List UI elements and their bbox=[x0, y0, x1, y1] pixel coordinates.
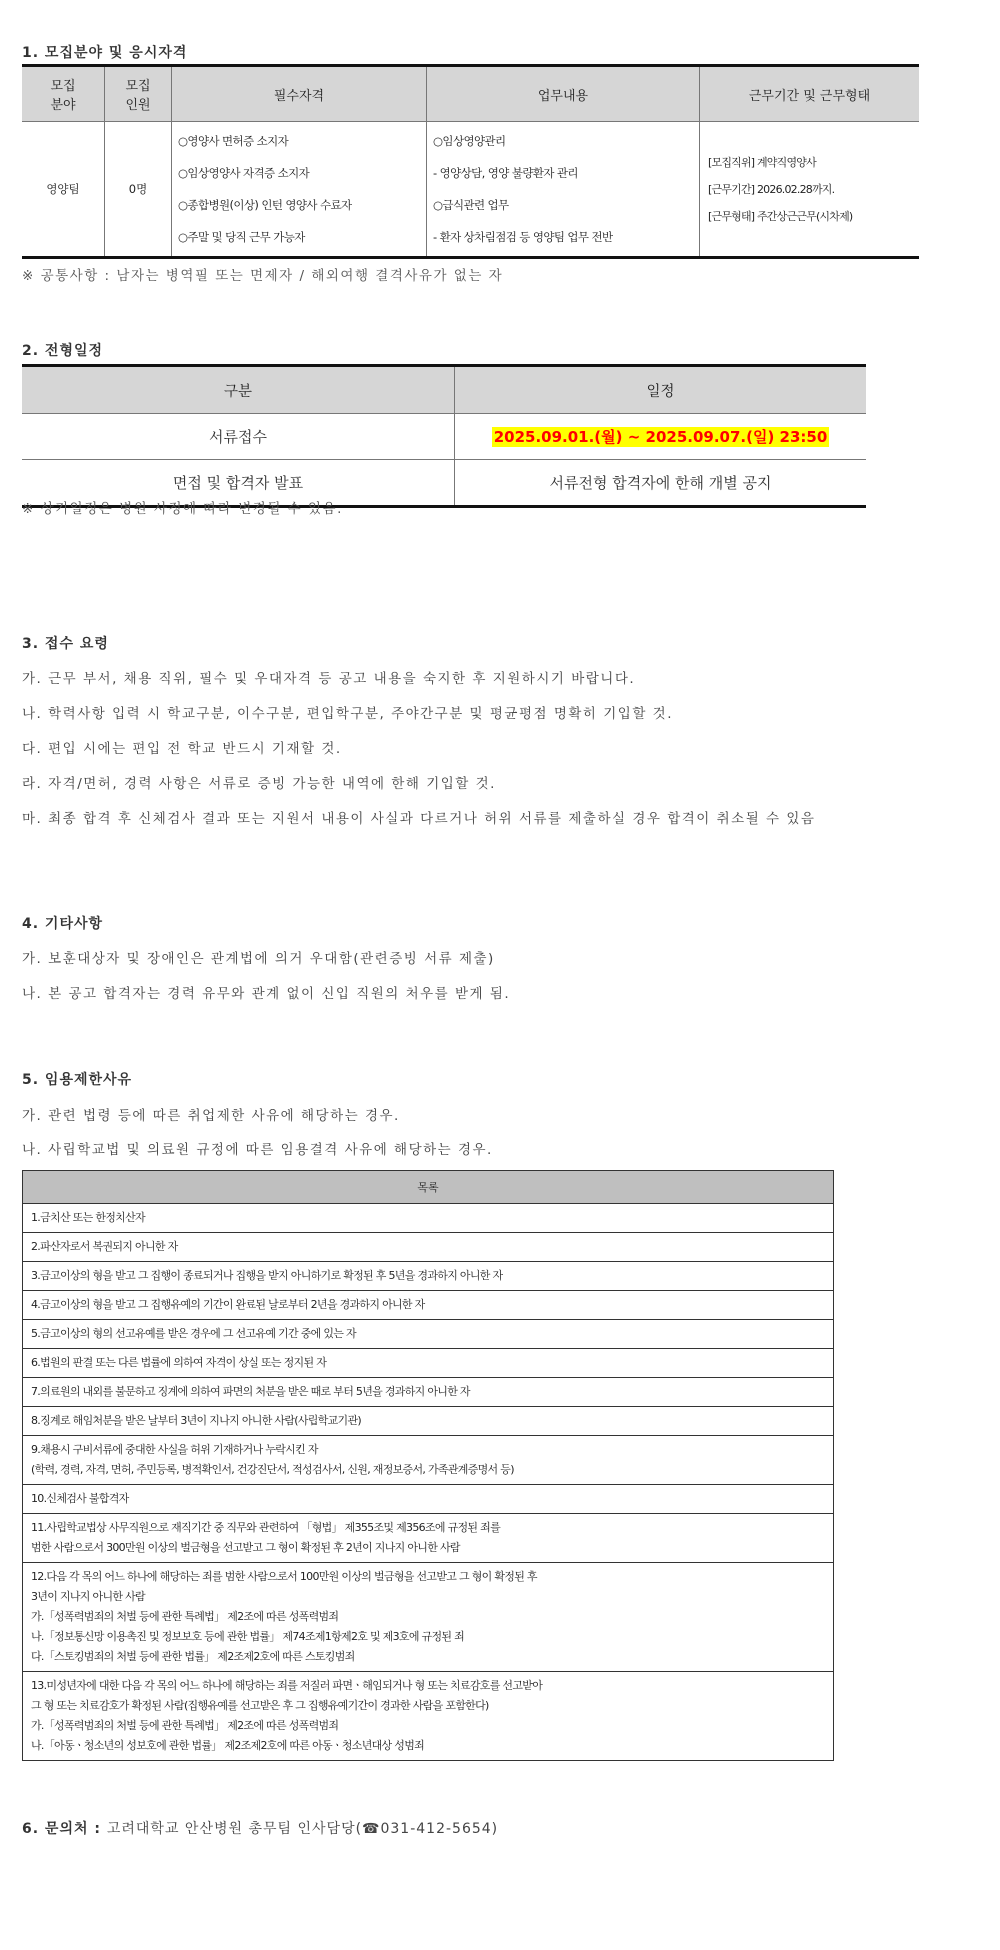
deadline-highlight: 2025.09.01.(월) ~ 2025.09.07.(일) 23:50 bbox=[493, 428, 828, 446]
list-item bbox=[23, 1320, 834, 1349]
list-item-line: 3.금고이상의 형을 받고 그 집행이 종료되거나 집행을 받지 아니하기로 확정된 후 5년을 경과하지 아니한 자 bbox=[31, 1269, 503, 1282]
table-row bbox=[23, 1349, 834, 1378]
list-item bbox=[23, 1563, 834, 1672]
table-row bbox=[23, 1378, 834, 1407]
table-row bbox=[22, 122, 919, 258]
table-header-row bbox=[22, 66, 919, 122]
qualification-item: ○임상영양사 자격증 소지자 bbox=[178, 166, 310, 180]
list-item-line: 12.다음 각 목의 어느 하나에 해당하는 죄를 범한 사람으로서 100만원 이상의 벌금형을 선고받고 그 형이 확정된 후 bbox=[31, 1570, 537, 1583]
table-header-row bbox=[23, 1171, 834, 1204]
list-item-line: 2.파산자로서 복권되지 아니한 자 bbox=[31, 1240, 178, 1253]
period-cell bbox=[700, 122, 920, 258]
list-item-line: 5.금고이상의 형의 선고유예를 받은 경우에 그 선고유예 기간 중에 있는 자 bbox=[31, 1327, 356, 1340]
header-line: 모집 bbox=[125, 79, 151, 94]
instruction-item: 라. 자격/면허, 경력 사항은 서류로 증빙 가능한 내역에 한해 기입할 것. bbox=[22, 776, 496, 792]
header-count bbox=[105, 66, 172, 122]
list-item-line: 가.「성폭력범죄의 처벌 등에 관한 특례법」 제2조에 따른 성폭력범죄 bbox=[31, 1610, 339, 1623]
duties-cell bbox=[427, 122, 700, 258]
contact-info bbox=[22, 1818, 498, 1838]
list-item bbox=[23, 1204, 834, 1233]
list-item bbox=[23, 1407, 834, 1436]
table-header-row bbox=[22, 366, 866, 414]
period-item: [모집직위] 계약직영양사 bbox=[708, 155, 816, 169]
qualification-item: ○영양사 면허증 소지자 bbox=[178, 134, 289, 148]
section-5-title: 5. 임용제한사유 bbox=[22, 1072, 133, 1088]
contact-value: 고려대학교 안산병원 총무팀 인사담당(☎031-412-5654) bbox=[106, 1821, 499, 1837]
instruction-item: 마. 최종 합격 후 신체검사 결과 또는 지원서 내용이 사실과 다르거나 허위 서류를 제출하실 경우 합격이 취소될 수 있음 bbox=[22, 811, 816, 827]
table-row bbox=[23, 1204, 834, 1233]
list-item-line: 가.「성폭력범죄의 처벌 등에 관한 특례법」 제2조에 따른 성폭력범죄 bbox=[31, 1719, 339, 1732]
restriction-item: 가. 관련 법령 등에 따른 취업제한 사유에 해당하는 경우. bbox=[22, 1108, 400, 1124]
table-row bbox=[23, 1291, 834, 1320]
header-duties: 업무내용 bbox=[427, 66, 700, 122]
table-row bbox=[23, 1407, 834, 1436]
qualification-item: ○종합병원(이상) 인턴 영양사 수료자 bbox=[178, 198, 352, 212]
section-4-title: 4. 기타사항 bbox=[22, 916, 104, 932]
table-row bbox=[23, 1436, 834, 1485]
field-cell: 영양팀 bbox=[22, 122, 105, 258]
header-qualifications: 필수자격 bbox=[172, 66, 427, 122]
list-item bbox=[23, 1672, 834, 1761]
list-item-line: (학력, 경력, 자격, 면허, 주민등록, 병적확인서, 건강진단서, 적성검사서, 신원, 재정보증서, 가족관계증명서 등) bbox=[31, 1463, 514, 1476]
restriction-item: 나. 사립학교법 및 의료원 규정에 따른 임용결격 사유에 해당하는 경우. bbox=[22, 1142, 493, 1158]
list-item bbox=[23, 1233, 834, 1262]
qualifications-cell bbox=[172, 122, 427, 258]
contact-label: 6. 문의처 : bbox=[22, 1821, 101, 1837]
table-row bbox=[23, 1262, 834, 1291]
list-item-line: 나.「정보통신망 이용촉진 및 정보보호 등에 관한 법률」 제74조제1항제2호 및 제3호에 규정된 죄 bbox=[31, 1630, 465, 1643]
qualification-table bbox=[22, 64, 919, 259]
list-item-line: 다.「스토킹범죄의 처벌 등에 관한 법률」 제2조제2호에 따른 스토킹범죄 bbox=[31, 1650, 355, 1663]
schedule-table bbox=[22, 364, 866, 508]
list-item-line: 7.의료원의 내외를 불문하고 징계에 의하여 파면의 처분을 받은 때로 부터 5년을 경과하지 아니한 자 bbox=[31, 1385, 470, 1398]
list-item bbox=[23, 1262, 834, 1291]
duty-item: - 환자 상차림점검 등 영양팀 업무 전반 bbox=[433, 230, 613, 244]
header-line: 인원 bbox=[125, 98, 151, 113]
schedule-note: ※ 상기일정은 병원 사정에 따라 변경될 수 있음. bbox=[22, 501, 343, 517]
list-item bbox=[23, 1485, 834, 1514]
instruction-item: 다. 편입 시에는 편입 전 학교 반드시 기재할 것. bbox=[22, 741, 342, 757]
list-item-line: 6.법원의 판결 또는 다른 법률에 의하여 자격이 상실 또는 정지된 자 bbox=[31, 1356, 327, 1369]
list-item bbox=[23, 1436, 834, 1485]
section-2-title: 2. 전형일정 bbox=[22, 343, 104, 359]
list-item-line: 그 형 또는 치료감호가 확정된 사람(집행유예를 선고받은 후 그 집행유예기간이 경과한 사람을 포함한다) bbox=[31, 1699, 489, 1712]
list-item bbox=[23, 1514, 834, 1563]
list-item-line: 10.신체검사 불합격자 bbox=[31, 1492, 129, 1505]
table-row bbox=[22, 414, 866, 460]
list-item-line: 11.사립학교법상 사무직원으로 재직기간 중 직무와 관련하여 「형법」 제355조및 제356조에 규정된 죄를 bbox=[31, 1521, 501, 1534]
table-row bbox=[23, 1485, 834, 1514]
list-item bbox=[23, 1378, 834, 1407]
instruction-item: 나. 학력사항 입력 시 학교구분, 이수구분, 편입학구분, 주야간구분 및 평균평점 명확히 기입할 것. bbox=[22, 706, 674, 722]
header-field bbox=[22, 66, 105, 122]
list-item-line: 8.징계로 해임처분을 받은 날부터 3년이 지나지 아니한 사람(사립학교기관) bbox=[31, 1414, 362, 1427]
table-row bbox=[23, 1563, 834, 1672]
list-item bbox=[23, 1291, 834, 1320]
list-item-line: 나.「아동ㆍ청소년의 성보호에 관한 법률」 제2조제2호에 따른 아동ㆍ청소년대상 성범죄 bbox=[31, 1739, 425, 1752]
list-item-line: 범한 사람으로서 300만원 이상의 벌금형을 선고받고 그 형이 확정된 후 2년이 지나지 아니한 사람 bbox=[31, 1541, 460, 1554]
instruction-item: 가. 근무 부서, 채용 직위, 필수 및 우대자격 등 공고 내용을 숙지한 후 지원하시기 바랍니다. bbox=[22, 671, 636, 687]
list-item bbox=[23, 1349, 834, 1378]
qualification-item: ○주말 및 당직 근무 가능자 bbox=[178, 230, 305, 244]
other-item: 가. 보훈대상자 및 장애인은 관계법에 의거 우대함(관련증빙 서류 제출) bbox=[22, 951, 495, 967]
header-list: 목록 bbox=[23, 1171, 834, 1204]
table-row bbox=[23, 1514, 834, 1563]
period-item: [근무형태] 주간상근근무(시차제) bbox=[708, 209, 853, 223]
section-1-title: 1. 모집분야 및 응시자격 bbox=[22, 45, 188, 61]
disqualification-list-table bbox=[22, 1170, 834, 1761]
list-item-line: 9.채용시 구비서류에 중대한 사실을 허위 기재하거나 누락시킨 자 bbox=[31, 1443, 318, 1456]
header-category: 구분 bbox=[22, 366, 455, 414]
header-line: 분야 bbox=[50, 98, 76, 113]
list-item-line: 3년이 지나지 아니한 사람 bbox=[31, 1590, 145, 1603]
table-row bbox=[23, 1320, 834, 1349]
schedule-value bbox=[455, 414, 867, 460]
duty-item: ○급식관련 업무 bbox=[433, 198, 509, 212]
header-line: 모집 bbox=[50, 79, 76, 94]
header-period: 근무기간 및 근무형태 bbox=[700, 66, 920, 122]
list-item-line: 1.금치산 또는 한정치산자 bbox=[31, 1211, 145, 1224]
table-row bbox=[23, 1233, 834, 1262]
duty-item: - 영양상담, 영양 불량환자 관리 bbox=[433, 166, 578, 180]
count-cell: 0명 bbox=[105, 122, 172, 258]
other-item: 나. 본 공고 합격자는 경력 유무와 관계 없이 신입 직원의 처우를 받게 됨. bbox=[22, 986, 511, 1002]
schedule-label: 면접 및 합격자 발표 bbox=[22, 460, 455, 507]
header-schedule: 일정 bbox=[455, 366, 867, 414]
table-row bbox=[23, 1672, 834, 1761]
common-requirement-note: ※ 공통사항 : 남자는 병역필 또는 면제자 / 해외여행 결격사유가 없는 자 bbox=[22, 268, 504, 284]
list-item-line: 4.금고이상의 형을 받고 그 집행유예의 기간이 완료된 날로부터 2년을 경과하지 아니한 자 bbox=[31, 1298, 425, 1311]
list-item-line: 13.미성년자에 대한 다음 각 목의 어느 하나에 해당하는 죄를 저질러 파면ㆍ해임되거나 형 또는 치료감호를 선고받아 bbox=[31, 1679, 543, 1692]
schedule-value: 서류전형 합격자에 한해 개별 공지 bbox=[455, 460, 867, 507]
period-item: [근무기간] 2026.02.28까지. bbox=[708, 182, 835, 196]
schedule-label: 서류접수 bbox=[22, 414, 455, 460]
section-3-title: 3. 접수 요령 bbox=[22, 636, 109, 652]
duty-item: ○임상영양관리 bbox=[433, 134, 506, 148]
